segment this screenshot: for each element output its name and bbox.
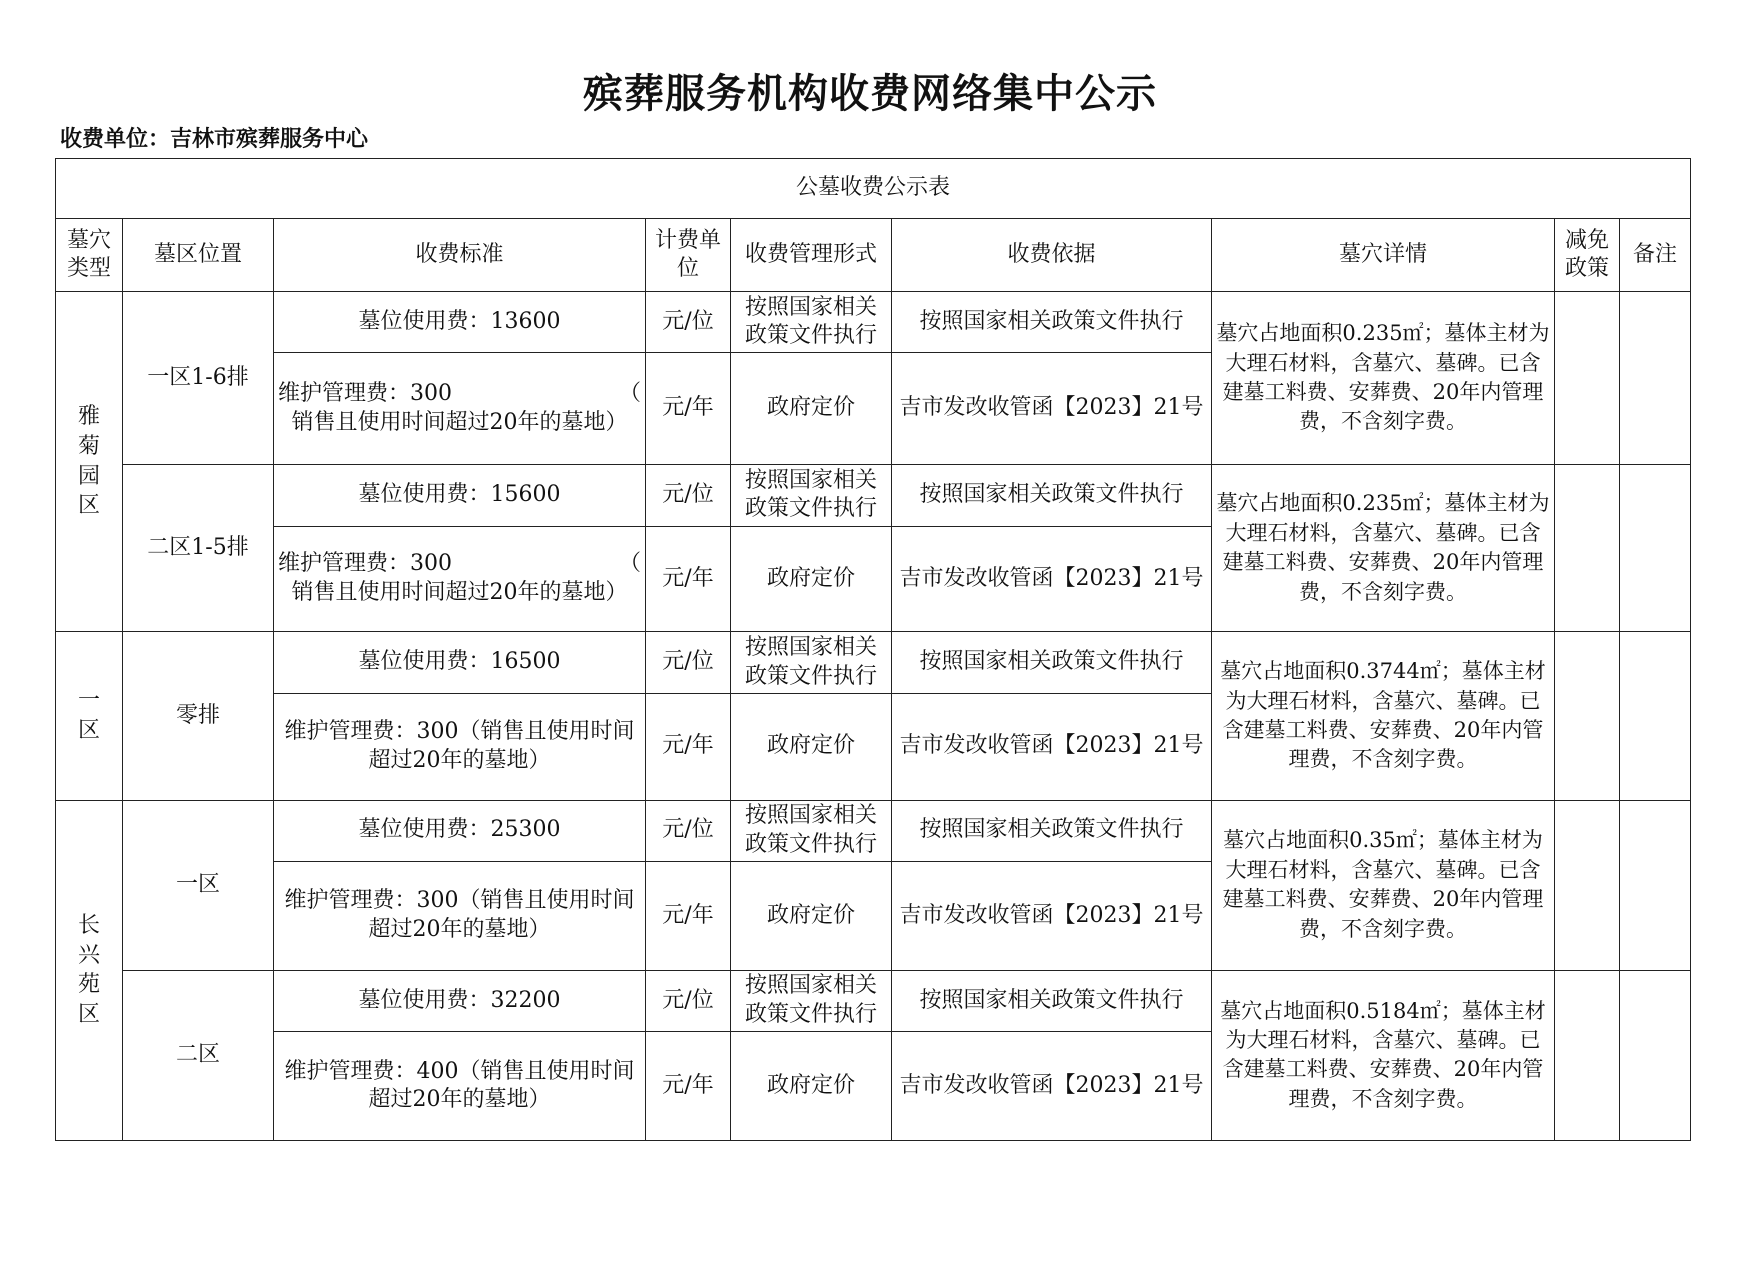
fee-unit-cell: 元/位: [646, 632, 731, 693]
fee-mgmt-cell: 按照国家相关政策文件执行: [731, 800, 892, 861]
maint-fee-cell: 维护管理费：300（销售且使用时间超过20年的墓地）: [274, 861, 646, 970]
fee-unit-cell: 元/位: [646, 800, 731, 861]
discount-cell: [1555, 291, 1620, 464]
maint-mgmt-cell: 政府定价: [731, 861, 892, 970]
fee-unit-label: 收费单位：吉林市殡葬服务中心: [60, 127, 369, 152]
remark-cell: [1620, 291, 1691, 464]
grave-detail-cell: 墓穴占地面积0.3744㎡；墓体主材为大理石材料，含墓穴、墓碑。已含建墓工料费、安葬费、20年内管理费，不含刻字费。: [1212, 632, 1555, 800]
header-detail: 墓穴详情: [1212, 219, 1555, 292]
maint-unit-cell: 元/年: [646, 693, 731, 800]
fee-table: [55, 158, 1691, 1141]
maint-basis-cell: 吉市发改收管函【2023】21号: [892, 526, 1212, 632]
table-row: [56, 800, 1691, 861]
header-type: 墓穴类型: [56, 219, 123, 292]
table-row: [56, 632, 1691, 693]
discount-cell: [1555, 465, 1620, 632]
maint-fee-cell: 维护管理费：300 （ 销售且使用时间超过20年的墓地）: [274, 353, 646, 465]
fee-unit-cell: 元/位: [646, 970, 731, 1031]
grave-type-cell: 长兴苑区: [56, 800, 123, 1140]
header-location: 墓区位置: [123, 219, 274, 292]
fee-basis-cell: 按照国家相关政策文件执行: [892, 632, 1212, 693]
grave-detail-cell: 墓穴占地面积0.35㎡；墓体主材为大理石材料，含墓穴、墓碑。已含建墓工料费、安葬费、20年内管理费，不含刻字费。: [1212, 800, 1555, 970]
maint-mgmt-cell: 政府定价: [731, 693, 892, 800]
table-row: [56, 465, 1691, 526]
maint-fee-cell: 维护管理费：300 （ 销售且使用时间超过20年的墓地）: [274, 526, 646, 632]
fee-unit-cell: 元/位: [646, 291, 731, 352]
maint-unit-cell: 元/年: [646, 353, 731, 465]
fee-standard-cell: 墓位使用费：32200: [274, 970, 646, 1031]
grave-type-cell: 一区: [56, 632, 123, 800]
header-remark: 备注: [1620, 219, 1691, 292]
zone-location-cell: 零排: [123, 632, 274, 800]
grave-type-cell: 雅菊园区: [56, 291, 123, 631]
table-row: [56, 291, 1691, 352]
fee-basis-cell: 按照国家相关政策文件执行: [892, 465, 1212, 526]
fee-mgmt-cell: 按照国家相关政策文件执行: [731, 632, 892, 693]
remark-cell: [1620, 465, 1691, 632]
maint-basis-cell: 吉市发改收管函【2023】21号: [892, 353, 1212, 465]
discount-cell: [1555, 632, 1620, 800]
zone-location-cell: 二区1-5排: [123, 465, 274, 632]
header-discount: 减免政策: [1555, 219, 1620, 292]
discount-cell: [1555, 800, 1620, 970]
header-standard: 收费标准: [274, 219, 646, 292]
maint-basis-cell: 吉市发改收管函【2023】21号: [892, 861, 1212, 970]
fee-basis-cell: 按照国家相关政策文件执行: [892, 800, 1212, 861]
remark-cell: [1620, 970, 1691, 1140]
maint-fee-cell: 维护管理费：400（销售且使用时间超过20年的墓地）: [274, 1032, 646, 1141]
zone-location-cell: 一区1-6排: [123, 291, 274, 464]
fee-basis-cell: 按照国家相关政策文件执行: [892, 970, 1212, 1031]
table-caption: 公墓收费公示表: [56, 159, 1691, 219]
maint-unit-cell: 元/年: [646, 526, 731, 632]
grave-detail-cell: 墓穴占地面积0.5184㎡；墓体主材为大理石材料，含墓穴、墓碑。已含建墓工料费、安葬费、20年内管理费，不含刻字费。: [1212, 970, 1555, 1140]
maint-mgmt-cell: 政府定价: [731, 526, 892, 632]
header-basis: 收费依据: [892, 219, 1212, 292]
fee-standard-cell: 墓位使用费：25300: [274, 800, 646, 861]
zone-location-cell: 二区: [123, 970, 274, 1140]
page-title: 殡葬服务机构收费网络集中公示: [583, 71, 1157, 117]
header-unit: 计费单位: [646, 219, 731, 292]
fee-mgmt-cell: 按照国家相关政策文件执行: [731, 970, 892, 1031]
table-row: [56, 970, 1691, 1031]
remark-cell: [1620, 632, 1691, 800]
fee-standard-cell: 墓位使用费：13600: [274, 291, 646, 352]
fee-basis-cell: 按照国家相关政策文件执行: [892, 291, 1212, 352]
fee-mgmt-cell: 按照国家相关政策文件执行: [731, 465, 892, 526]
maint-unit-cell: 元/年: [646, 1032, 731, 1141]
header-mgmt: 收费管理形式: [731, 219, 892, 292]
fee-mgmt-cell: 按照国家相关政策文件执行: [731, 291, 892, 352]
maint-fee-cell: 维护管理费：300（销售且使用时间超过20年的墓地）: [274, 693, 646, 800]
maint-mgmt-cell: 政府定价: [731, 1032, 892, 1141]
maint-basis-cell: 吉市发改收管函【2023】21号: [892, 1032, 1212, 1141]
remark-cell: [1620, 800, 1691, 970]
table-header-row: [56, 219, 1691, 292]
fee-standard-cell: 墓位使用费：15600: [274, 465, 646, 526]
fee-unit-cell: 元/位: [646, 465, 731, 526]
grave-detail-cell: 墓穴占地面积0.235㎡；墓体主材为大理石材料，含墓穴、墓碑。已含建墓工料费、安葬费、20年内管理费，不含刻字费。: [1212, 291, 1555, 464]
maint-mgmt-cell: 政府定价: [731, 353, 892, 465]
fee-standard-cell: 墓位使用费：16500: [274, 632, 646, 693]
zone-location-cell: 一区: [123, 800, 274, 970]
maint-basis-cell: 吉市发改收管函【2023】21号: [892, 693, 1212, 800]
grave-detail-cell: 墓穴占地面积0.235㎡；墓体主材为大理石材料，含墓穴、墓碑。已含建墓工料费、安葬费、20年内管理费，不含刻字费。: [1212, 465, 1555, 632]
discount-cell: [1555, 970, 1620, 1140]
maint-unit-cell: 元/年: [646, 861, 731, 970]
